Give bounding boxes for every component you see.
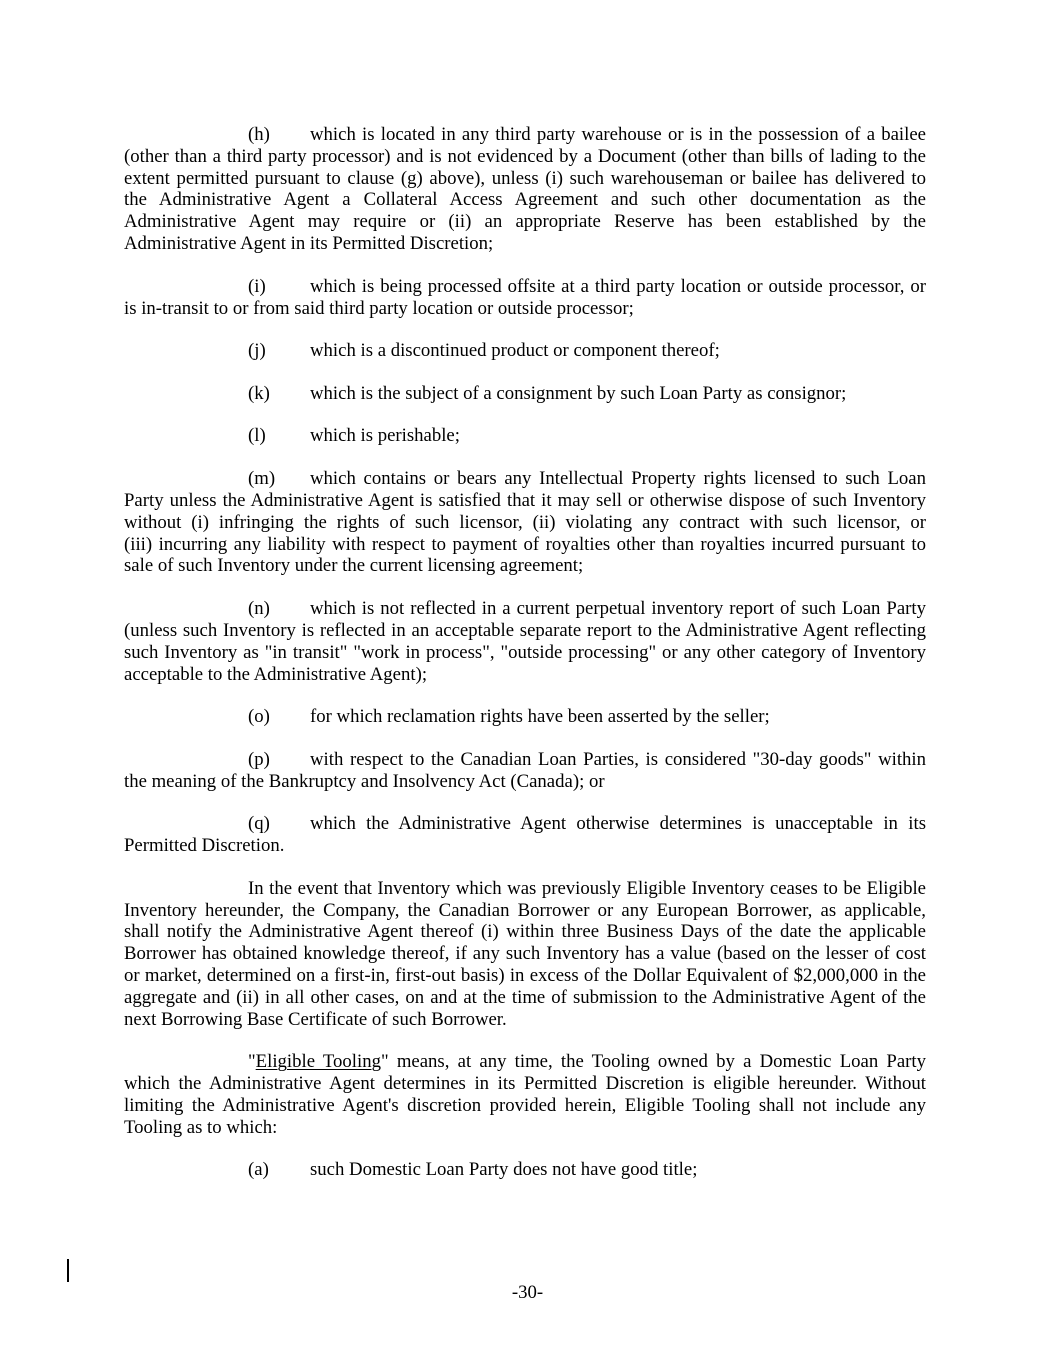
clause-line: is in-transit to or from said third party location or outside processor; (124, 297, 634, 319)
clause-line: sale of such Inventory under the current licensing agreement; (124, 555, 584, 577)
clause-line: the meaning of the Bankruptcy and Insolvency Act (Canada); or (124, 770, 605, 792)
clause-text: for which reclamation rights have been asserted by the seller; (310, 706, 770, 728)
clause-text: which is the subject of a consignment by such Loan Party as consignor; (310, 382, 847, 404)
clause-first-line (124, 598, 926, 620)
paragraph-line: Borrower has obtained knowledge thereof, if any such Inventory has a value (based on the lesser of cost (124, 943, 926, 965)
clause-first-line (124, 749, 926, 771)
clause-h (124, 124, 926, 255)
clause-j (124, 340, 926, 362)
clause-label: (h) (248, 124, 270, 145)
clause-text: such Domestic Loan Party does not have good title; (310, 1159, 698, 1181)
paragraph-line: which the Administrative Agent determines in its Permitted Discretion is eligible hereunder. Without (124, 1073, 926, 1095)
clause-line: Administrative Agent in its Permitted Discretion; (124, 233, 494, 255)
clause-first-line (124, 383, 926, 405)
clause-text: which the Administrative Agent otherwise determines is unacceptable in its (310, 813, 926, 835)
clause-first-line (124, 340, 926, 362)
clause-text: which is perishable; (310, 425, 460, 447)
clause-first-line (124, 706, 926, 728)
clause-p (124, 749, 926, 793)
clause-first-line (124, 1159, 926, 1181)
clause-line: such Inventory as "in transit" "work in process", "outside processing" or any other category of Inventory (124, 641, 926, 663)
paragraph-line: limiting the Administrative Agent's discretion provided herein, Eligible Tooling shall not include any (124, 1094, 926, 1116)
paragraph-line: In the event that Inventory which was previously Eligible Inventory ceases to be Eligible (248, 877, 926, 899)
clause-k (124, 383, 926, 405)
clause-label: (o) (248, 706, 270, 728)
clause-text: with respect to the Canadian Loan Parties, is considered "30-day goods" within (310, 748, 926, 770)
paragraph-line: or market, determined on a first-in, first-out basis) in excess of the Dollar Equivalent of $2,000,000 in the (124, 964, 926, 986)
clause-line: (iii) incurring any liability with respect to payment of royalties other than royalties incurred pursuant to (124, 533, 926, 555)
ineligibility-notice-paragraph (124, 878, 926, 1031)
clause-first-line (124, 813, 926, 835)
clause-n (124, 598, 926, 685)
defined-term: Eligible Tooling (255, 1051, 381, 1073)
clause-line: without (i) infringing the rights of such licensor, (ii) violating any contract with such licensor, or (124, 511, 926, 533)
clause-line: (unless such Inventory is reflected in an acceptable separate report to the Administrative Agent reflecting (124, 619, 926, 641)
clause-first-line (124, 468, 926, 490)
clause-q (124, 813, 926, 857)
clause-text: which is being processed offsite at a third party location or outside processor, or (310, 275, 926, 297)
open-quote: " (248, 1051, 256, 1073)
clause-o (124, 706, 926, 728)
clause-text: which is located in any third party warehouse or is in the possession of a bailee (310, 124, 926, 145)
clause-first-line (124, 124, 926, 146)
clause-label: (n) (248, 598, 270, 620)
paragraph-line: shall notify the Administrative Agent thereof (i) within three Business Days of the date the applicable (124, 921, 926, 943)
clause-label: (i) (248, 275, 266, 297)
paragraph-line: aggregate and (ii) in all other cases, on and at the time of submission to the Administrative Agent of the (124, 986, 926, 1008)
clause-first-line (124, 276, 926, 298)
tooling-clause-a (124, 1159, 926, 1181)
clause-label: (p) (248, 748, 270, 770)
clause-label: (m) (248, 468, 276, 490)
clause-first-line (124, 425, 926, 447)
definition-first-line (124, 1051, 926, 1073)
clause-line: Administrative Agent may require or (ii) an appropriate Reserve has been established by the (124, 211, 926, 233)
page-number: -30- (511, 1282, 544, 1303)
clause-text: which is not reflected in a current perpetual inventory report of such Loan Party (310, 598, 926, 620)
clause-line: Party unless the Administrative Agent is satisfied that it may sell or otherwise dispose of such Inventory (124, 489, 926, 511)
clause-m (124, 468, 926, 577)
clause-line: extent permitted pursuant to clause (g) above), unless (i) such warehouseman or bailee has delivered to (124, 167, 926, 189)
clause-line: Permitted Discretion. (124, 835, 285, 857)
paragraph-line: next Borrowing Base Certificate of such Borrower. (124, 1008, 507, 1030)
clause-text: which is a discontinued product or component thereof; (310, 340, 720, 362)
document-body (124, 124, 926, 1202)
clause-i (124, 276, 926, 320)
clause-label: (q) (248, 813, 270, 835)
clause-label: (k) (248, 382, 270, 404)
definition-text: " means, at any time, the Tooling owned by a Domestic Loan Party (380, 1051, 927, 1073)
clause-l (124, 425, 926, 447)
eligible-tooling-definition (124, 1051, 926, 1138)
revision-bar (67, 1259, 69, 1282)
paragraph-line: Tooling as to which: (124, 1116, 278, 1138)
paragraph-line: Inventory hereunder, the Company, the Canadian Borrower or any European Borrower, as applicable, (124, 899, 926, 921)
clause-line: (other than a third party processor) and is not evidenced by a Document (other than bills of lading to the (124, 145, 926, 167)
clause-label: (j) (248, 340, 266, 362)
clause-label: (l) (248, 425, 266, 447)
clause-line: the Administrative Agent a Collateral Access Agreement and such other documentation as the (124, 189, 926, 211)
clause-line: acceptable to the Administrative Agent); (124, 663, 428, 685)
clause-text: which contains or bears any Intellectual Property rights licensed to such Loan (310, 468, 926, 490)
clause-label: (a) (248, 1159, 269, 1181)
